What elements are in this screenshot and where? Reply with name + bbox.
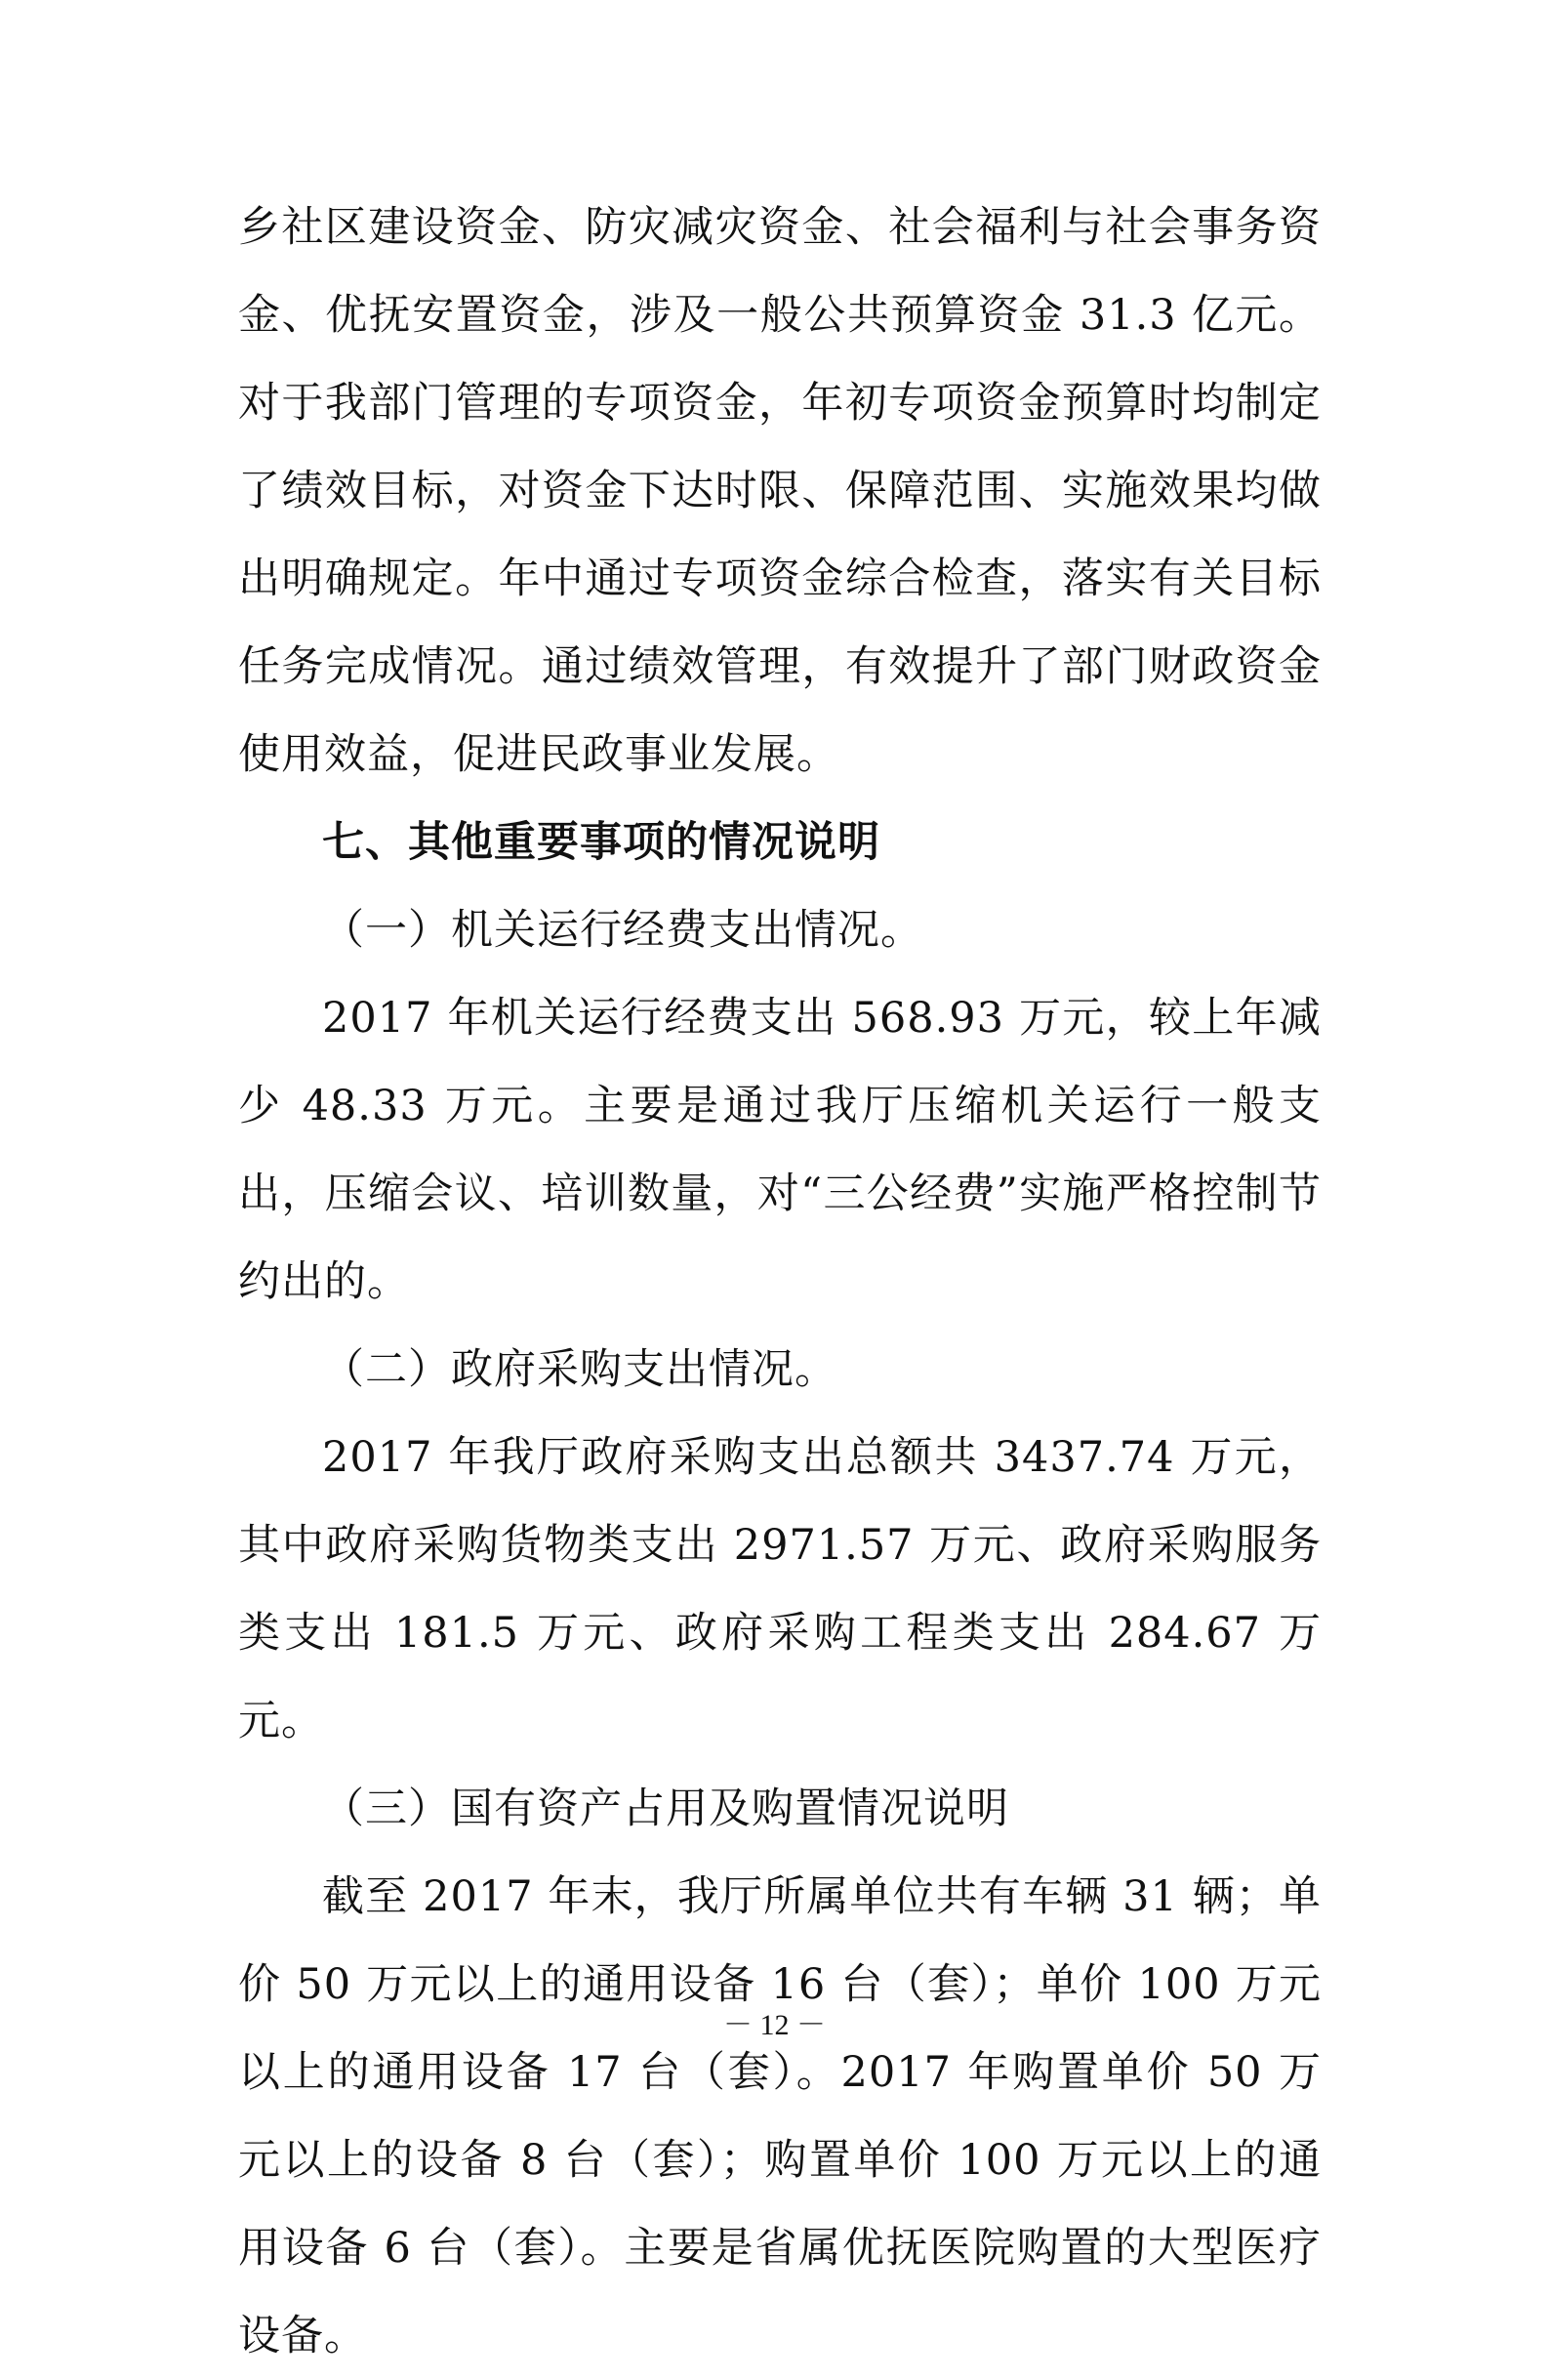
body-text	[238, 184, 1322, 2380]
subsection-title-1: （一）机关运行经费支出情况。	[322, 906, 923, 955]
subsection-body-2: 2017 年我厅政府采购支出总额共 3437.74 万元，其中政府采购货物类支出 2971.57 万元、政府采购服务类支出 181.5 万元、政府采购工程类支出 284.67 万元。	[238, 1433, 1322, 1745]
subsection-title-2: （二）政府采购支出情况。	[322, 1345, 837, 1394]
subsection-body-3: 截至 2017 年末，我厅所属单位共有车辆 31 辆；单价 50 万元以上的通用设备 16 台（套）；单价 100 万元以上的通用设备 17 台（套）。2017 年购置单价 50 万元以上的设备 8 台（套）；购置单价 100 万元以上的通用设备 6 台（套）。主要是省属优抚医院购置的大型医疗设备。	[238, 1872, 1322, 2360]
paragraph-continuation: 乡社区建设资金、防灾减灾资金、社会福利与社会事务资金、优抚安置资金，涉及一般公共预算资金 31.3 亿元。对于我部门管理的专项资金，年初专项资金预算时均制定了绩效目标，对资金下达时限、保障范围、实施效果均做出明确规定。年中通过专项资金综合检查，落实有关目标任务完成情况。通过绩效管理，有效提升了部门财政资金使用效益，促进民政事业发展。	[238, 203, 1322, 779]
section-heading: 七、其他重要事项的情况说明	[322, 818, 880, 867]
page-number: － 12 －	[723, 2009, 826, 2041]
subsection-title-3: （三）国有资产占用及购置情况说明	[322, 1785, 1009, 1833]
subsection-body-1: 2017 年机关运行经费支出 568.93 万元，较上年减少 48.33 万元。主要是通过我厅压缩机关运行一般支出，压缩会议、培训数量，对“三公经费”实施严格控制节约出的。	[238, 994, 1322, 1306]
